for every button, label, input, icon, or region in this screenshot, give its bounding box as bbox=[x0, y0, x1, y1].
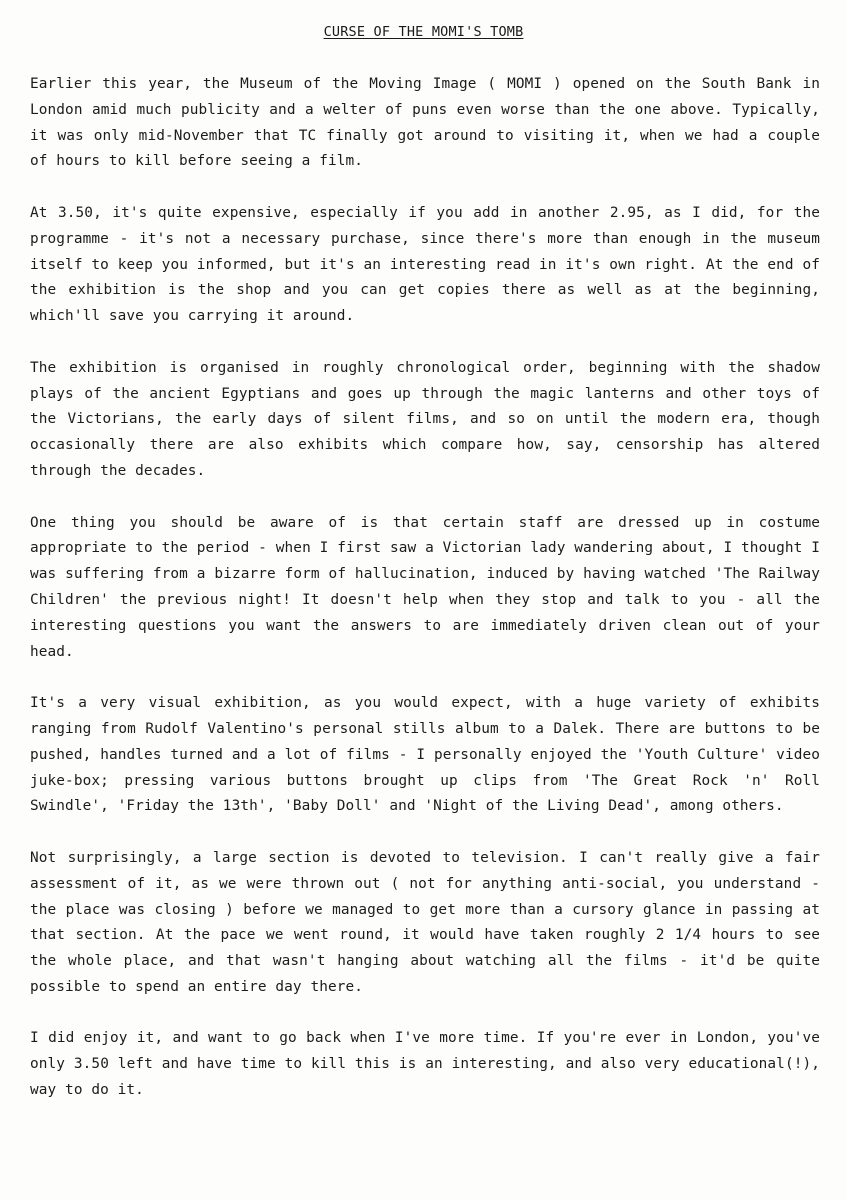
article-body bbox=[30, 72, 820, 1130]
article-title bbox=[0, 24, 847, 40]
paragraph-7: I did enjoy it, and want to go back when I've more time. If you're ever in London, you've only 3.50 left and have time to kill this is an interesting, and also very educational(!), way to do it. bbox=[30, 1030, 820, 1099]
article-title-text: CURSE OF THE MOMI'S TOMB bbox=[323, 24, 524, 40]
paragraph-1: Earlier this year, the Museum of the Moving Image ( MOMI ) opened on the South Bank in London amid much publicity and a welter of puns even worse than the one above. Typically, it was only mid-November that TC finally got around to visiting it, when we had a couple of hours to kill before seeing a film. bbox=[30, 76, 820, 170]
paragraph-2: At 3.50, it's quite expensive, especially if you add in another 2.95, as I did, for the programme - it's not a necessary purchase, since there's more than enough in the museum itself to keep you informed, but it's an interesting read in it's own right. At the end of the exhibition is the shop and you can get copies there as well as at the beginning, which'll save you carrying it around. bbox=[30, 204, 820, 325]
paragraph-3: The exhibition is organised in roughly chronological order, beginning with the shadow plays of the ancient Egyptians and goes up through the magic lanterns and other toys of the Victorians, the early days of silent films, and so on until the modern era, though occasionally there are also exhibits which compare how, say, censorship has altered through the decades. bbox=[30, 359, 820, 479]
paragraph-4: One thing you should be aware of is that certain staff are dressed up in costume appropriate to the period - when I first saw a Victorian lady wandering about, I thought I was suffering from a bizarre form of hallucination, induced by having watched 'The Railway Children' the previous night! It doesn't help when they stop and talk to you - all the interesting questions you want the answers to are immediately driven clean out of your head. bbox=[30, 514, 820, 660]
paragraph-5: It's a very visual exhibition, as you would expect, with a huge variety of exhibits ranging from Rudolf Valentino's personal stills album to a Dalek. There are buttons to be pushed, handles turned and a lot of films - I personally enjoyed the 'Youth Culture' video juke-box; pressing various buttons brought up clips from 'The Great Rock 'n' Roll Swindle', 'Friday the 13th', 'Baby Doll' and 'Night of the Living Dead', among others. bbox=[30, 695, 820, 815]
paragraph-6: Not surprisingly, a large section is devoted to television. I can't really give a fair assessment of it, as we were thrown out ( not for anything anti-social, you understand - the place was closing ) before we managed to get more than a cursory glance in passing at that section. At the pace we went round, it would have taken roughly 2 1/4 hours to see the whole place, and that wasn't hanging about watching all the films - it'd be quite possible to spend an entire day there. bbox=[30, 849, 820, 995]
